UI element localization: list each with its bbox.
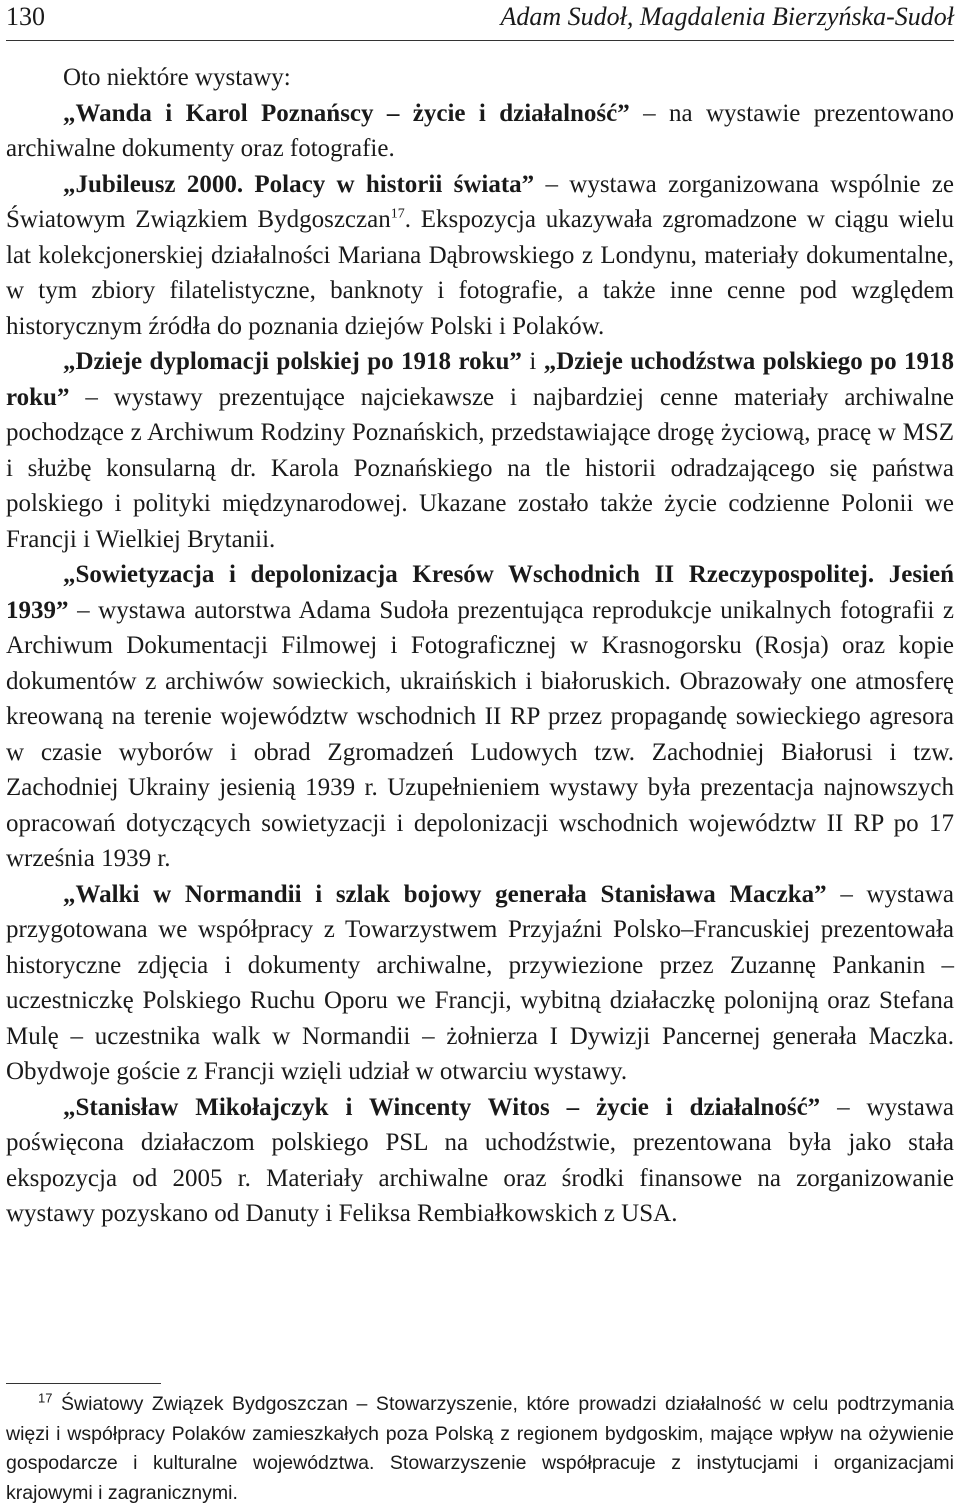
footnote bbox=[6, 1390, 954, 1508]
exhibition-title: „Stanisław Mikołajczyk i Wincenty Witos – życie i działalność” bbox=[63, 1093, 821, 1121]
running-head: Adam Sudoł, Magdalenia Bierzyńska-Sudoł bbox=[500, 2, 954, 31]
footnote-number: 17 bbox=[38, 1390, 53, 1406]
exhibition-paragraph-wanda-karol bbox=[6, 96, 954, 167]
intro-paragraph bbox=[6, 60, 954, 96]
exhibition-description: – wystawa przygotowana we współpracy z Towarzystwem Przyjaźni Polsko–Francuskiej prezentowała historyczne zdjęcia i dokumenty archiwalne, przywiezione przez Zuzannę Pankanin – uczestniczkę Polskiego Ruchu Oporu we Francji, wybitną działaczkę polonijną oraz Stefana Mulę – uczestnika walk w Normandii – żołnierza I Dywizji Pancernej generała Maczka. Obydwoje goście z Francji wzięli udział w otwarciu wystawy. bbox=[6, 880, 954, 1085]
body-text bbox=[6, 60, 954, 1232]
exhibition-paragraph-normandia bbox=[6, 877, 954, 1090]
intro-text: Oto niektóre wystawy: bbox=[63, 64, 291, 91]
exhibition-paragraph-sowietyzacja bbox=[6, 557, 954, 877]
conjunction: i bbox=[521, 348, 544, 375]
footnote-divider bbox=[6, 1383, 161, 1384]
exhibition-title: „Walki w Normandii i szlak bojowy generała Stanisława Maczka” bbox=[63, 880, 827, 908]
footnote-reference[interactable]: 17 bbox=[390, 206, 405, 222]
exhibition-title: „Wanda i Karol Poznańscy – życie i działalność” bbox=[63, 99, 630, 127]
page-header bbox=[6, 0, 954, 41]
exhibition-paragraph-dyplomacja bbox=[6, 344, 954, 557]
exhibition-description: – wystawy prezentujące najciekawsze i najbardziej cenne materiały archiwalne pochodzące z Archiwum Rodziny Poznańskich, przedstawiające drogę życiową, pracę w MSZ i służbę konsularną dr. Karola Poznańskiego na tle historii odradzającego się państwa polskiego i polityki międzynarodowej. Ukazane zostało także życie codzienne Polonii we Francji i Wielkiej Brytanii. bbox=[6, 383, 954, 553]
exhibition-title: „Jubileusz 2000. Polacy w historii świata” bbox=[63, 170, 535, 198]
exhibition-paragraph-mikolajczyk-witos bbox=[6, 1090, 954, 1232]
exhibition-description-continued: . Ekspozycja ukazywała zgromadzone w ciągu wielu lat kolekcjonerskiej działalności Mariana Dąbrowskiego z Londynu, materiały dokumentalne, w tym zbiory filatelistyczne, banknoty i fotografie, a także inne cenne pod względem historycznym źródła do poznania dziejów Polski i Polaków. bbox=[6, 206, 954, 340]
exhibition-title-second: „Dzieje uchodźstwa polskiego po 1918 roku” bbox=[6, 348, 955, 411]
exhibition-paragraph-jubileusz bbox=[6, 167, 954, 345]
footnote-text: Światowy Związek Bydgoszczan – Stowarzyszenie, które prowadzi działalność w celu podtrzymania więzi i współpracy Polaków zamieszkałych poza Polską z regionem bydgoskim, mające wpływ na ożywienie gospodarcze i kulturalne województwa. Stowarzyszenie współpracuje z instytucjami i organizacjami krajowymi i zagranicznymi. bbox=[6, 1393, 954, 1504]
exhibition-description: – wystawa poświęcona działaczom polskiego PSL na uchodźstwie, prezentowana była jako stała ekspozycja od 2005 r. Materiały archiwalne oraz środki finansowe na zorganizowanie wystawy pozyskano od Danuty i Feliksa Rembiałkowskich z USA. bbox=[6, 1093, 954, 1227]
exhibition-description: – wystawa zorganizowana wspólnie ze Światowym Związkiem Bydgoszczan bbox=[6, 170, 955, 233]
exhibition-title: „Dzieje dyplomacji polskiej po 1918 roku” bbox=[63, 348, 522, 375]
page-number: 130 bbox=[6, 2, 45, 31]
exhibition-description: – wystawa autorstwa Adama Sudoła prezentująca reprodukcje unikalnych fotografii z Archiwum Dokumentacji Filmowej i Fotograficznej w Krasnogorsku (Rosja) oraz kopie dokumentów z archiwów sowieckich, ukraińskich i białoruskich. Obrazowały one atmosferę kreowaną na terenie województw wschodnich II RP przez propagandę sowieckiego agresora w czasie wyborów i obrad Zgromadzeń Ludowych tzw. Zachodniej Białorusi i tzw. Zachodniej Ukrainy jesienią 1939 r. Uzupełnieniem wystawy była prezentacja najnowszych opracowań dotyczących sowietyzacji i depolonizacji wschodnich województw II RP po 17 września 1939 r. bbox=[6, 596, 954, 872]
exhibition-title: „Sowietyzacja i depolonizacja Kresów Wschodnich II Rzeczypospolitej. Jesień 1939” bbox=[6, 561, 954, 624]
exhibition-description: – na wystawie prezentowano archiwalne dokumenty oraz fotografie. bbox=[6, 99, 954, 162]
